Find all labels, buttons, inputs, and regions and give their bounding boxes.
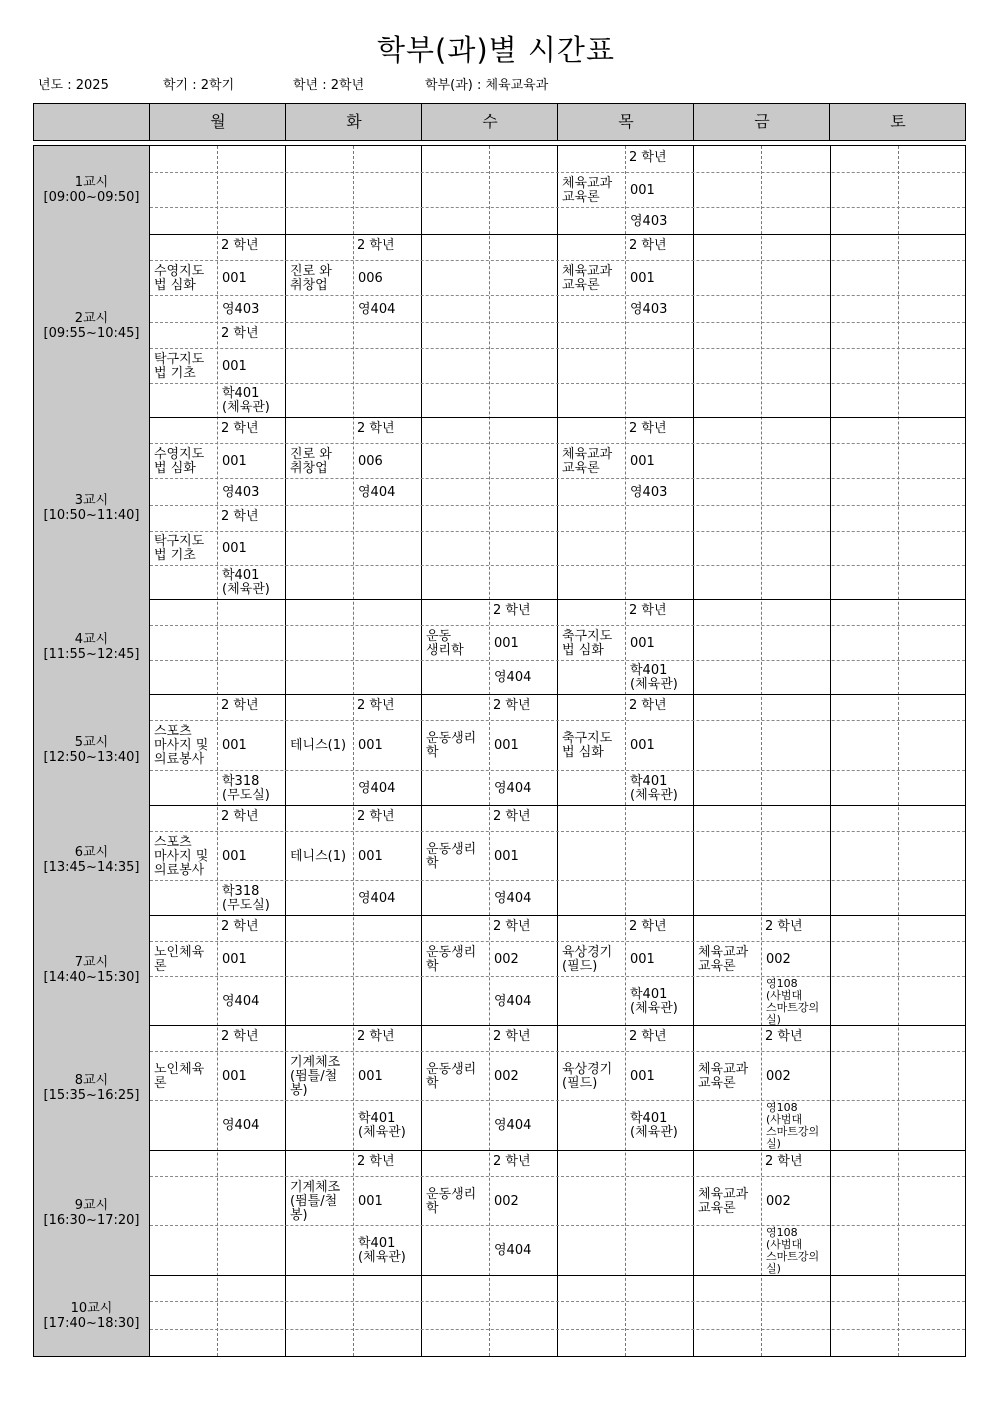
course-section: 001 (358, 738, 383, 753)
course-grade: 2 학년 (221, 919, 259, 934)
sub-column-divider (898, 146, 899, 1356)
course-name: 수영지도 법 심화 (154, 263, 205, 293)
course-name: 탁구지도 법 기초 (154, 534, 205, 563)
course-grade: 2 학년 (629, 919, 667, 934)
day-header-mon: 월 (149, 104, 286, 140)
sub-column-divider (761, 146, 762, 1356)
course-name: 진로 와 취창업 (290, 446, 332, 476)
course-room: 영404 (494, 993, 532, 1009)
course-grade: 2 학년 (765, 1029, 803, 1044)
course-grade: 2 학년 (357, 698, 395, 713)
period-time: [14:40~15:30] (43, 970, 140, 985)
course-section: 001 (222, 951, 247, 967)
course-room: 영404 (358, 890, 396, 906)
course-name: 수영지도 법 심화 (154, 446, 205, 476)
course-room: 학401 (체육관) (630, 773, 678, 803)
course-section: 001 (630, 635, 655, 651)
course-section: 002 (494, 1068, 519, 1084)
course-room: 학401 (체육관) (222, 568, 270, 597)
row-divider (150, 172, 965, 173)
course-section: 006 (358, 453, 383, 469)
page-title: 학부(과)별 시간표 (377, 33, 615, 67)
course-section: 001 (494, 635, 519, 651)
course-name: 스포츠 마사지 및 의료봉사 (154, 834, 209, 878)
course-name: 기계체조 (뜀틀/철봉) (290, 1179, 341, 1223)
course-grade: 2 학년 (221, 238, 259, 253)
course-name: 체육교과 교육론 (562, 175, 613, 205)
course-grade: 2 학년 (221, 509, 259, 524)
day-header-sat: 토 (829, 104, 966, 140)
row-divider (150, 1329, 965, 1330)
course-room: 영108 (사범대 스마트강의실) (766, 976, 820, 1026)
course-room: 영404 (358, 301, 396, 317)
period-label: 5교시 (74, 734, 109, 750)
course-room: 영404 (494, 890, 532, 906)
course-grade: 2 학년 (221, 809, 259, 824)
course-room: 학318 (무도실) (222, 883, 270, 913)
course-room: 영403 (222, 301, 260, 317)
period-label: 1교시 (74, 175, 109, 190)
course-section: 002 (766, 951, 791, 967)
course-section: 001 (630, 738, 655, 753)
course-grade: 2 학년 (357, 238, 395, 253)
course-grade: 2 학년 (629, 238, 667, 253)
period-label: 4교시 (74, 631, 109, 647)
course-room: 학401 (체육관) (630, 663, 678, 692)
period-label: 3교시 (74, 493, 109, 508)
row-divider (150, 207, 965, 208)
course-name: 육상경기 (필드) (562, 1061, 613, 1091)
course-name: 운동생리 학 (426, 1061, 477, 1091)
course-grade: 2 학년 (221, 1029, 259, 1044)
timetable-grid (33, 145, 966, 1357)
course-name: 스포츠 마사지 및 의료봉사 (154, 724, 209, 767)
period-time: [09:55~10:45] (43, 325, 140, 341)
course-grade: 2 학년 (221, 698, 259, 713)
course-section: 001 (222, 1068, 247, 1084)
period-cell (34, 1025, 150, 1151)
period-label: 8교시 (74, 1072, 109, 1088)
course-room: 영403 (630, 484, 668, 500)
course-section: 001 (494, 738, 519, 753)
period-time: [12:50~13:40] (43, 749, 140, 765)
period-cell (34, 146, 150, 235)
course-room: 영403 (222, 484, 260, 500)
course-section: 001 (222, 848, 247, 864)
course-name: 운동생리 학 (426, 944, 477, 974)
course-name: 체육교과 교육론 (562, 446, 613, 476)
course-name: 운동생리 학 (426, 841, 477, 871)
meta-department: 학부(과) : 체육교육과 (425, 78, 549, 93)
course-name: 운동생리 학 (426, 1186, 477, 1216)
period-time: [11:55~12:45] (43, 646, 140, 662)
course-room: 영108 (사범대 스마트강의실) (766, 1226, 820, 1275)
course-grade: 2 학년 (629, 1029, 667, 1044)
course-grade: 2 학년 (357, 421, 395, 436)
course-name: 육상경기 (필드) (562, 944, 613, 974)
day-header-wed: 수 (421, 104, 558, 140)
period-time: [13:45~14:35] (43, 860, 140, 875)
course-section: 001 (222, 270, 247, 286)
course-grade: 2 학년 (493, 809, 531, 824)
course-name: 축구지도 법 심화 (562, 731, 613, 760)
period-time: [15:35~16:25] (43, 1087, 140, 1103)
course-section: 001 (358, 1068, 383, 1084)
period-cell (34, 915, 150, 1026)
period-time: [17:40~18:30] (43, 1315, 140, 1331)
course-section: 001 (358, 1193, 383, 1209)
course-grade: 2 학년 (629, 603, 667, 618)
period-cell (34, 417, 150, 600)
course-room: 학401 (체육관) (358, 1111, 406, 1140)
course-section: 001 (222, 453, 247, 469)
period-cell (34, 1150, 150, 1276)
course-section: 001 (494, 848, 519, 864)
course-name: 체육교과 교육론 (698, 1061, 749, 1091)
course-name: 운동생리 학 (426, 731, 477, 760)
course-section: 006 (358, 270, 383, 286)
course-grade: 2 학년 (357, 809, 395, 824)
course-section: 001 (222, 738, 247, 753)
period-cell (34, 234, 150, 418)
course-name: 테니스(1) (290, 848, 347, 864)
course-room: 영404 (494, 1118, 532, 1133)
course-room: 영404 (494, 780, 532, 796)
meta-semester: 학기 : 2학기 (163, 78, 235, 93)
period-time: [16:30~17:20] (43, 1212, 140, 1228)
day-header-tue: 화 (285, 104, 422, 140)
course-section: 001 (222, 541, 247, 556)
day-column-divider (830, 146, 831, 1356)
period-label: 10교시 (70, 1300, 113, 1316)
course-section: 001 (630, 1068, 655, 1084)
course-room: 영403 (630, 213, 668, 229)
day-header-thu: 목 (557, 104, 694, 140)
course-name: 기계체조 (뜀틀/철봉) (290, 1054, 341, 1098)
course-grade: 2 학년 (493, 919, 531, 934)
course-grade: 2 학년 (765, 1154, 803, 1169)
course-name: 진로 와 취창업 (290, 263, 332, 293)
course-grade: 2 학년 (629, 150, 667, 165)
course-section: 002 (766, 1068, 791, 1084)
course-name: 체육교과 교육론 (698, 944, 749, 974)
course-section: 001 (630, 270, 655, 286)
course-room: 영404 (222, 1118, 260, 1133)
course-name: 축구지도 법 심화 (562, 628, 613, 658)
course-section: 001 (630, 453, 655, 469)
course-grade: 2 학년 (357, 1154, 395, 1169)
course-room: 학318 (무도실) (222, 773, 270, 803)
course-section: 002 (494, 951, 519, 967)
course-name: 체육교과 교육론 (562, 263, 613, 293)
day-header-row (33, 103, 966, 141)
day-header-fri: 금 (693, 104, 830, 140)
period-cell (34, 599, 150, 695)
meta-grade: 학년 : 2학년 (293, 78, 365, 93)
course-grade: 2 학년 (221, 326, 259, 341)
course-room: 영403 (630, 301, 668, 317)
period-label: 6교시 (74, 845, 109, 860)
period-cell (34, 1275, 150, 1357)
course-room: 영108 (사범대 스마트강의실) (766, 1101, 820, 1150)
course-name: 운동 생리학 (426, 628, 464, 658)
course-room: 영404 (222, 993, 260, 1009)
period-label: 9교시 (74, 1197, 109, 1213)
course-grade: 2 학년 (493, 603, 531, 618)
course-section: 002 (766, 1193, 791, 1209)
period-divider (150, 234, 965, 235)
course-room: 영404 (358, 780, 396, 796)
course-room: 학401 (체육관) (222, 386, 270, 415)
meta-year: 년도 : 2025 (38, 78, 109, 93)
course-grade: 2 학년 (765, 919, 803, 934)
course-section: 001 (358, 848, 383, 864)
course-name: 테니스(1) (290, 738, 347, 753)
course-section: 001 (222, 358, 247, 374)
course-name: 탁구지도 법 기초 (154, 351, 205, 381)
course-grade: 2 학년 (221, 421, 259, 436)
course-room: 학401 (체육관) (630, 1111, 678, 1140)
period-time: [10:50~11:40] (43, 508, 140, 523)
course-grade: 2 학년 (493, 1154, 531, 1169)
period-cell (34, 805, 150, 916)
period-time: [09:00~09:50] (43, 190, 140, 205)
course-grade: 2 학년 (357, 1029, 395, 1044)
course-grade: 2 학년 (629, 698, 667, 713)
course-grade: 2 학년 (629, 421, 667, 436)
row-divider (150, 1301, 965, 1302)
course-section: 001 (630, 182, 655, 198)
course-name: 노인체육 론 (154, 944, 205, 974)
course-grade: 2 학년 (493, 1029, 531, 1044)
course-section: 001 (630, 951, 655, 967)
course-name: 노인체육 론 (154, 1061, 205, 1091)
period-label: 2교시 (74, 310, 109, 326)
course-room: 학401 (체육관) (630, 986, 678, 1016)
period-cell (34, 694, 150, 806)
course-room: 영404 (494, 670, 532, 685)
course-name: 체육교과 교육론 (698, 1186, 749, 1216)
course-room: 영404 (358, 484, 396, 500)
course-room: 영404 (494, 1243, 532, 1258)
course-section: 002 (494, 1193, 519, 1209)
period-label: 7교시 (74, 955, 109, 970)
course-grade: 2 학년 (493, 698, 531, 713)
course-room: 학401 (체육관) (358, 1236, 406, 1265)
